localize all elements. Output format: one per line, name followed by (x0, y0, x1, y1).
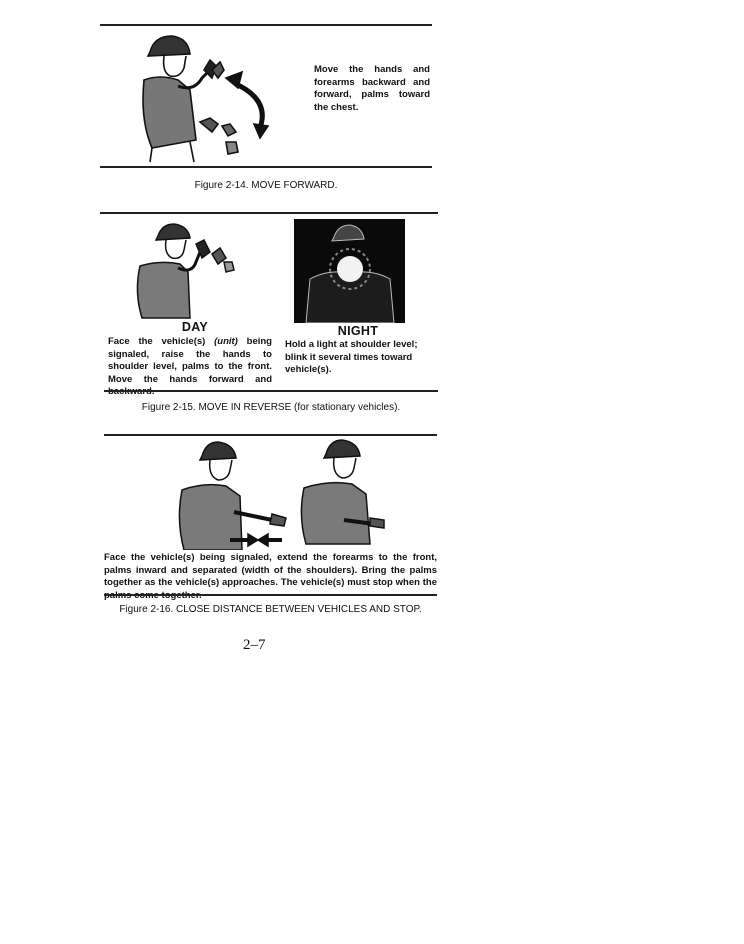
mid-rule-fig-2-15 (104, 390, 438, 392)
soldier-close-distance-illustration (176, 438, 296, 550)
night-signal-photo (294, 219, 405, 323)
mid-rule-fig-2-14 (100, 166, 432, 168)
top-rule-fig-2-15 (100, 212, 438, 214)
soldier-day-reverse-illustration (132, 222, 242, 322)
fig-2-16-instruction: Face the vehicle(s) being signaled, extend the forearms to the front, palms inward and separated (width of the shoulders). Bring the palms together as the vehicle(s) approaches. The vehicle(s) must stop when the palms come together. (104, 552, 437, 601)
fig-2-14-instruction: Move the hands and forearms backward and forward, palms toward the chest. (314, 64, 430, 113)
day-text-prefix: Face the vehicle(s) (108, 336, 215, 347)
day-label: DAY (181, 320, 209, 334)
soldier-move-forward-illustration (130, 30, 290, 165)
fig-2-14-caption: Figure 2-14. MOVE FORWARD. (194, 180, 338, 191)
day-text-italic: (unit) (214, 336, 238, 347)
day-text-suffix: being signaled, raise the hands to shoulder level, palms to the front. Move the hands forward and backward. (108, 336, 272, 397)
top-rule-fig-2-14 (100, 24, 432, 26)
page-number: 2–7 (243, 637, 266, 653)
fig-2-16-caption: Figure 2-16. CLOSE DISTANCE BETWEEN VEHICLES AND STOP. (119, 604, 422, 615)
soldier-stop-illustration (300, 436, 390, 546)
mid-rule-fig-2-16 (104, 594, 437, 596)
fig-2-15-caption: Figure 2-15. MOVE IN REVERSE (for stationary vehicles). (141, 402, 401, 413)
night-label: NIGHT (337, 324, 379, 338)
night-instruction: Hold a light at shoulder level; blink it several times toward vehicle(s). (285, 339, 418, 375)
